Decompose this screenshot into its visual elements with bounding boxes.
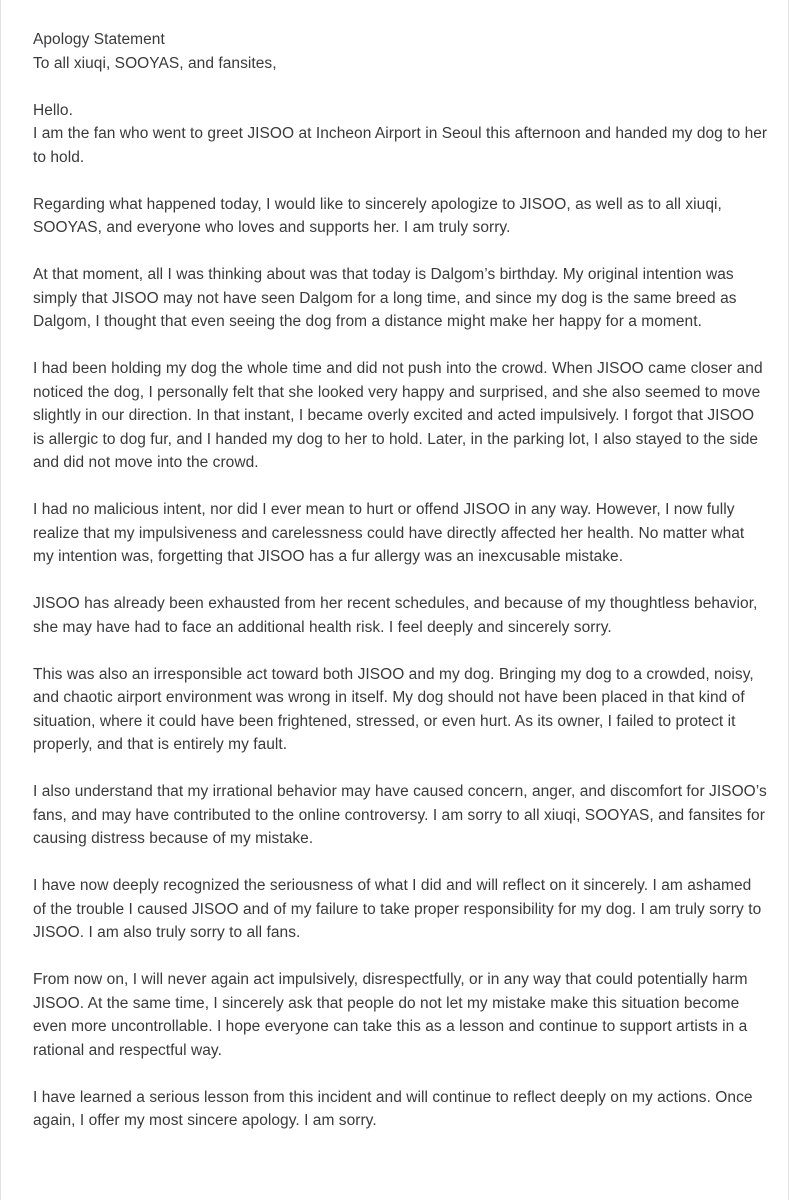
paragraph-future: From now on, I will never again act impulsively, disrespectfully, or in any way that could potentially harm JISOO. At the same time, I sincerely ask that people do not let my mistake make this situation become even more uncontrollable. I hope everyone can take this as a lesson and continue to support artists in a rational and respectful way. — [33, 971, 748, 1059]
paragraph-fans: I also understand that my irrational behavior may have caused concern, anger, and discomfort for JISOO’s fans, and may have contributed to the online controversy. I am sorry to all xiuqi, SOOYAS, and fansites for causing distress because of my mistake. — [33, 783, 767, 847]
statement-title: Apology Statement — [33, 31, 165, 48]
paragraph-closing: I have learned a serious lesson from this incident and will continue to reflect deeply on my actions. Once again, I offer my most sincere apology. I am sorry. — [33, 1088, 753, 1129]
paragraph-apology: Regarding what happened today, I would like to sincerely apologize to JISOO, as well as to all xiuqi, SOOYAS, and everyone who loves and supports her. I am truly sorry. — [33, 195, 722, 236]
statement-body — [33, 28, 768, 1156]
statement-header — [33, 28, 768, 75]
intro-text: I am the fan who went to greet JISOO at Incheon Airport in Seoul this afternoon and handed my dog to her to hold. — [33, 125, 768, 166]
paragraph-incident: I had been holding my dog the whole time and did not push into the crowd. When JISOO came closer and noticed the dog, I personally felt that she looked very happy and surprised, and she also seemed to move slightly in our direction. In that instant, I became overly excited and acted impulsively. I forgot that JISOO is allergic to dog fur, and I handed my dog to her to hold. Later, in the parking lot, I also stayed to the side and did not move into the crowd. — [33, 360, 763, 471]
paragraph-reflection: I have now deeply recognized the seriousness of what I did and will reflect on it sincerely. I am ashamed of the trouble I caused JISOO and of my failure to take proper responsibility for my dog. I am truly sorry to JISOO. I am also truly sorry to all fans. — [33, 877, 762, 941]
paragraph-intention: At that moment, all I was thinking about was that today is Dalgom’s birthday. My original intention was simply that JISOO may not have seen Dalgom for a long time, and since my dog is the same breed as Dalgom, I thought that even seeing the dog from a distance might make her happy for a moment. — [33, 266, 737, 330]
greeting-text: Hello. — [33, 101, 73, 119]
paragraph-health-risk: JISOO has already been exhausted from her recent schedules, and because of my thoughtless behavior, she may have had to face an additional health risk. I feel deeply and sincerely sorry. — [33, 595, 758, 636]
paragraph-no-malice: I had no malicious intent, nor did I ever mean to hurt or offend JISOO in any way. However, I now fully realize that my impulsiveness and carelessness could have directly affected her health. No matter what my intention was, forgetting that JISOO has a fur allergy was an inexcusable mistake. — [33, 501, 745, 565]
statement-salutation: To all xiuqi, SOOYAS, and fansites, — [33, 54, 277, 72]
greeting-paragraph — [33, 99, 768, 170]
paragraph-dog-welfare: This was also an irresponsible act toward both JISOO and my dog. Bringing my dog to a crowded, noisy, and chaotic airport environment was wrong in itself. My dog should not have been placed in that kind of situation, where it could have been frightened, stressed, or even hurt. As its owner, I failed to protect it properly, and that is entirely my fault. — [33, 665, 754, 753]
